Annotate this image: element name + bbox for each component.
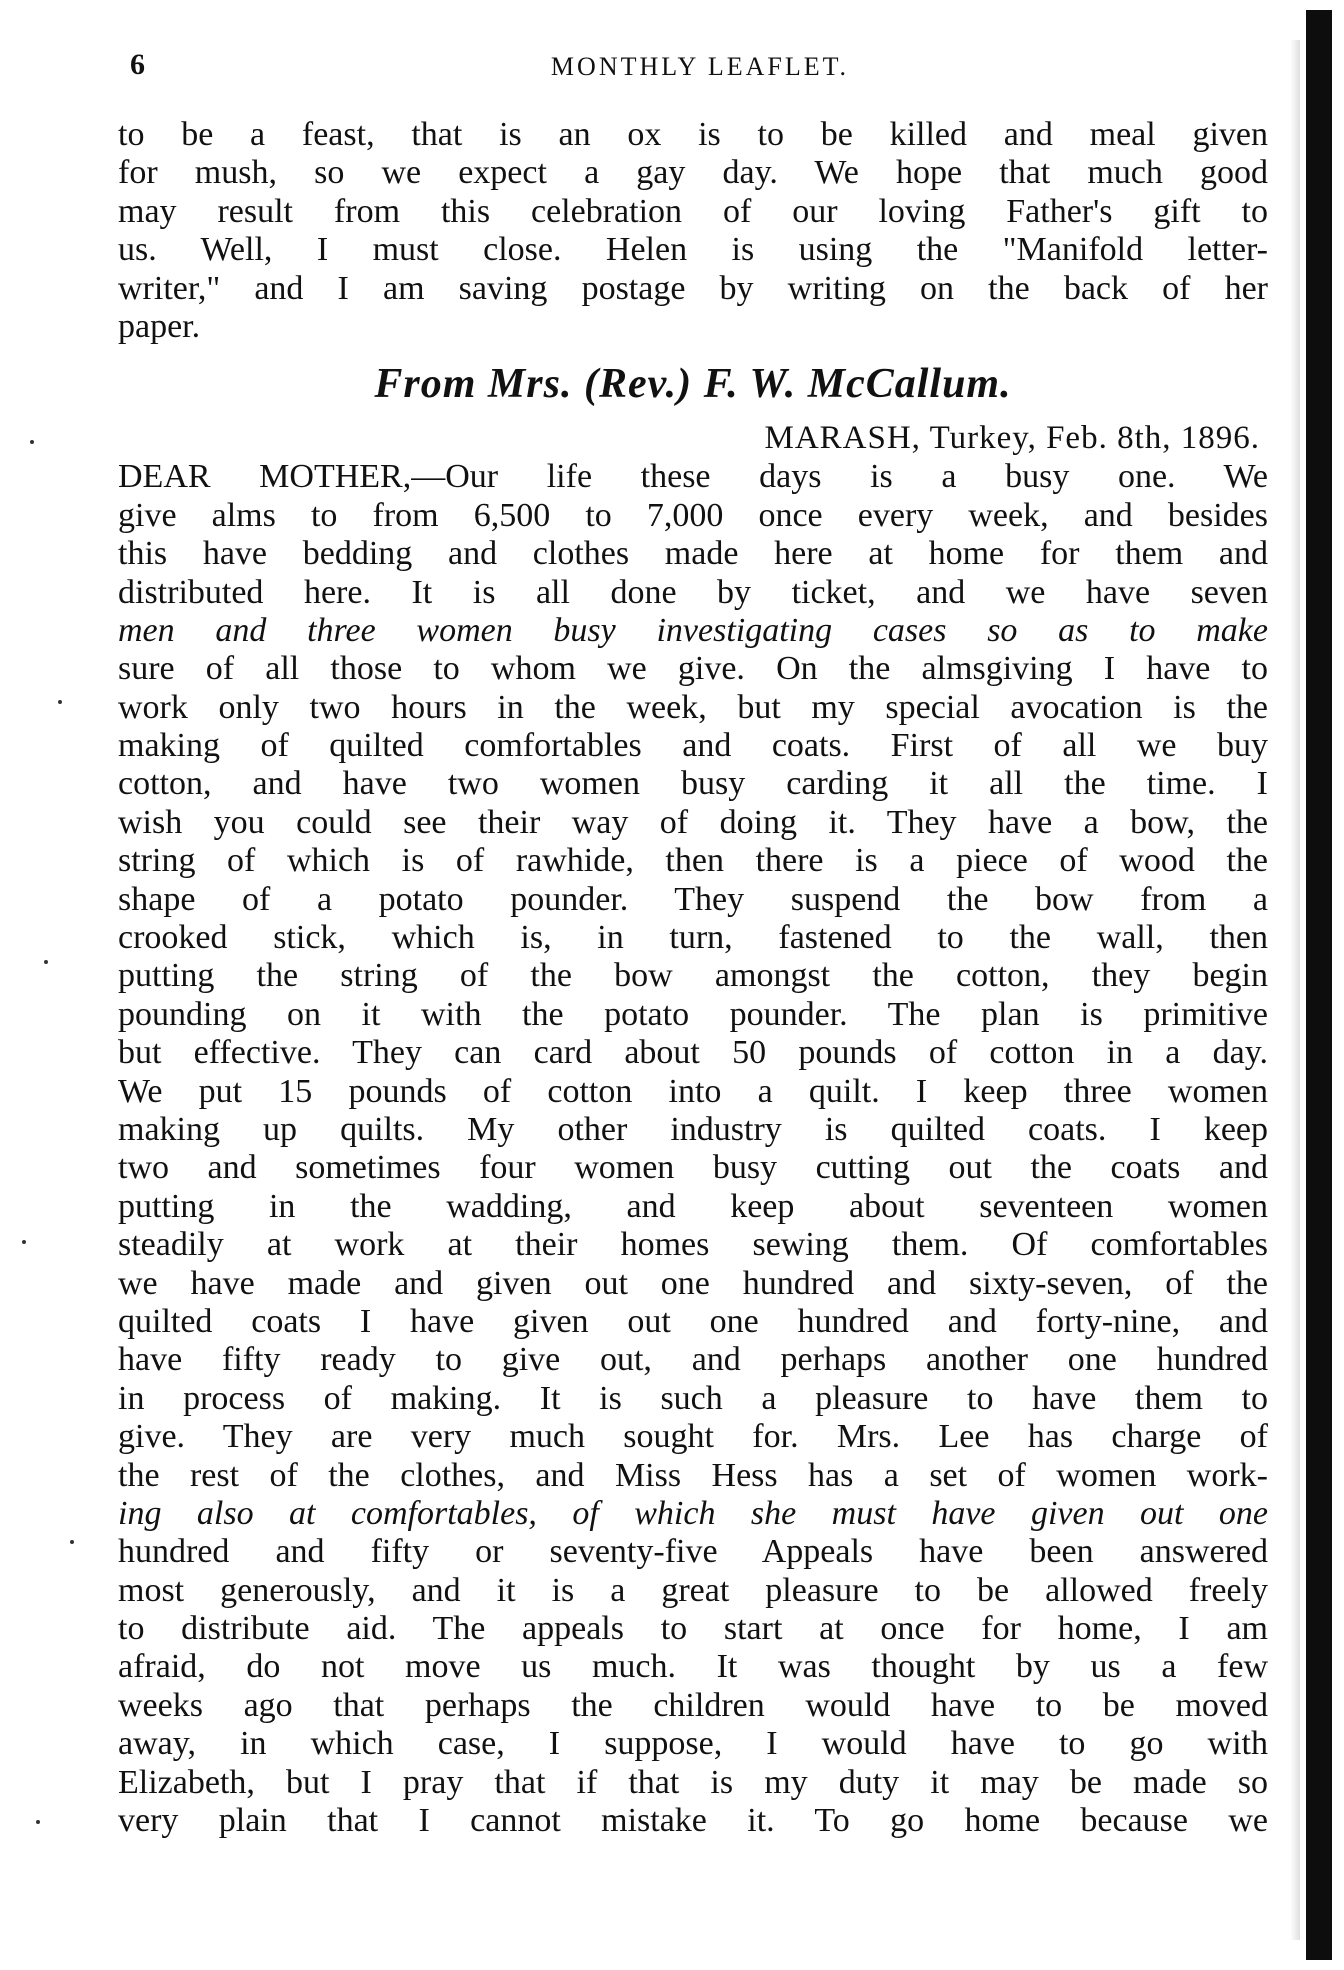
letter-line: string of which is of rawhide, then there is a piece of wood the: [118, 842, 1268, 880]
letter-line: afraid, do not move us much. It was thought by us a few: [118, 1648, 1268, 1686]
print-speck: [44, 960, 48, 964]
running-title: MONTHLY LEAFLET.: [550, 52, 850, 81]
continuation-line: for mush, so we expect a gay day. We hope that much good: [118, 154, 1268, 192]
letter-line: weeks ago that perhaps the children would have to be moved: [118, 1686, 1268, 1724]
print-speck: [30, 440, 34, 444]
letter-line: steadily at work at their homes sewing them. Of comfortables: [118, 1226, 1268, 1264]
letter-line: making of quilted comfortables and coats. First of all we buy: [118, 727, 1268, 765]
letter-line: the rest of the clothes, and Miss Hess has a set of women work-: [118, 1456, 1268, 1494]
letter-line: most generously, and it is a great pleasure to be allowed freely: [118, 1571, 1268, 1609]
continuation-line: writer," and I am saving postage by writing on the back of her: [118, 269, 1268, 307]
letter-line: DEAR MOTHER,—Our life these days is a busy one. We: [118, 458, 1268, 496]
print-speck: [58, 700, 62, 704]
letter-line: we have made and given out one hundred and sixty-seven, of the: [118, 1264, 1268, 1302]
letter-line: shape of a potato pounder. They suspend the bow from a: [118, 880, 1268, 918]
letter-line: to distribute aid. The appeals to start at once for home, I am: [118, 1610, 1268, 1648]
letter-line: ing also at comfortables, of which she must have given out one: [118, 1494, 1268, 1532]
article-title: From Mrs. (Rev.) F. W. McCallum.: [374, 361, 1012, 408]
print-speck: [22, 1240, 26, 1244]
letter-line: putting the string of the bow amongst the cotton, they begin: [118, 957, 1268, 995]
letter-line: men and three women busy investigating cases so as to make: [118, 611, 1268, 649]
continuation-line: paper.: [118, 307, 201, 345]
letter-line: making up quilts. My other industry is quilted coats. I keep: [118, 1110, 1268, 1148]
letter-line: distributed here. It is all done by ticket, and we have seven: [118, 573, 1268, 611]
page-header: [130, 48, 1270, 98]
page-body: [118, 116, 1268, 1840]
book-binding-edge: [1306, 10, 1332, 1960]
print-speck: [36, 1820, 40, 1824]
continuation-line: may result from this celebration of our loving Father's gift to: [118, 192, 1268, 230]
letter-line: in process of making. It is such a pleasure to have them to: [118, 1379, 1268, 1417]
letter-line: quilted coats I have given out one hundred and forty-nine, and: [118, 1302, 1268, 1340]
letter-line: give alms to from 6,500 to 7,000 once every week, and besides: [118, 496, 1268, 534]
letter-line: Elizabeth, but I pray that if that is my duty it may be made so: [118, 1763, 1268, 1801]
binding-shadow: [1290, 40, 1300, 1940]
article-dateline: MARASH, Turkey, Feb. 8th, 1896.: [764, 420, 1260, 457]
letter-line: work only two hours in the week, but my special avocation is the: [118, 688, 1268, 726]
letter-line: hundred and fifty or seventy-five Appeals have been answered: [118, 1533, 1268, 1571]
continuation-line: us. Well, I must close. Helen is using the "Manifold letter-: [118, 231, 1268, 269]
letter-line: away, in which case, I suppose, I would have to go with: [118, 1725, 1268, 1763]
continuation-line: to be a feast, that is an ox is to be killed and meal given: [118, 116, 1268, 153]
letter-line: crooked stick, which is, in turn, fastened to the wall, then: [118, 919, 1268, 957]
letter-line: We put 15 pounds of cotton into a quilt. I keep three women: [118, 1072, 1268, 1110]
letter-line: pounding on it with the potato pounder. The plan is primitive: [118, 995, 1268, 1033]
letter-line: two and sometimes four women busy cutting out the coats and: [118, 1149, 1268, 1187]
letter-line: but effective. They can card about 50 pounds of cotton in a day.: [118, 1034, 1268, 1072]
letter-line: cotton, and have two women busy carding it all the time. I: [118, 765, 1268, 803]
print-speck: [70, 1540, 74, 1544]
letter-line: give. They are very much sought for. Mrs. Lee has charge of: [118, 1418, 1268, 1456]
letter-line: very plain that I cannot mistake it. To go home because we: [118, 1802, 1268, 1840]
letter-line: this have bedding and clothes made here at home for them and: [118, 535, 1268, 573]
letter-line: have fifty ready to give out, and perhaps another one hundred: [118, 1341, 1268, 1379]
letter-line: wish you could see their way of doing it. They have a bow, the: [118, 803, 1268, 841]
letter-line: putting in the wadding, and keep about seventeen women: [118, 1187, 1268, 1225]
page-number: 6: [130, 48, 146, 81]
letter-line: sure of all those to whom we give. On the almsgiving I have to: [118, 650, 1268, 688]
